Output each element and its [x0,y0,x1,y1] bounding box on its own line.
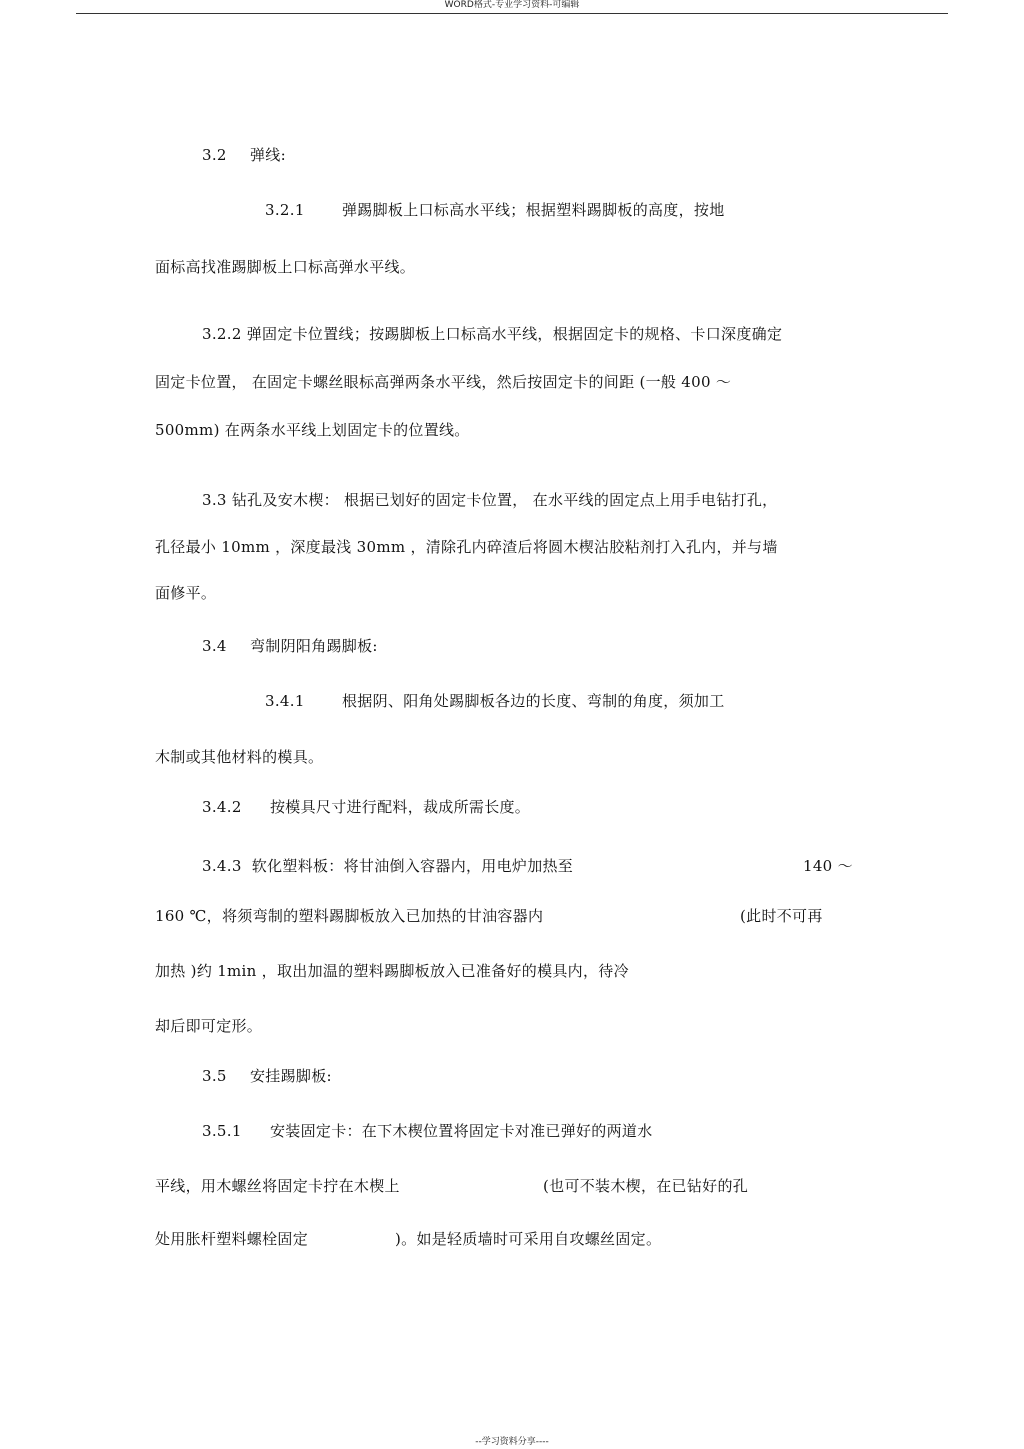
paragraph-line: 孔径最小 10mm ，深度最浅 30mm ，清除孔内碎渣后将圆木楔沾胶粘剂打入孔内，并与墙 [155,538,778,556]
paragraph-line: 160 ℃，将须弯制的塑料踢脚板放入已加热的甘油容器内 [155,907,544,925]
page-header: WORD格式-专业学习资料-可编辑 [444,0,580,10]
section-3-2-1-text: 弹踢脚板上口标高水平线；根据塑料踢脚板的高度，按地 [342,201,725,219]
section-3-4-2-text: 按模具尺寸进行配料，裁成所需长度。 [270,798,531,816]
paragraph-line: 面修平。 [155,584,217,602]
section-3-2-number: 3.2 [202,146,227,164]
paragraph-line-right: (此时不可再 [740,907,823,925]
section-3-5-title: 安挂踢脚板: [250,1067,332,1085]
section-3-5-1-text: 安装固定卡：在下木楔位置将固定卡对准已弹好的两道水 [270,1122,653,1140]
paragraph-line-right: (也可不装木楔，在已钻好的孔 [543,1177,749,1195]
paragraph-line: 平线，用木螺丝将固定卡拧在木楔上 [155,1177,400,1195]
section-3-4-1-text: 根据阴、阳角处踢脚板各边的长度、弯制的角度，须加工 [342,692,725,710]
section-3-4-title: 弯制阴阳角踢脚板: [250,637,378,655]
paragraph-line: 500mm) 在两条水平线上划固定卡的位置线。 [155,421,470,439]
paragraph-line: 处用胀杆塑料螺栓固定 [155,1230,309,1248]
paragraph-line: 木制或其他材料的模具。 [155,748,324,766]
section-3-4-1-number: 3.4.1 [265,692,305,710]
paragraph-line-right: 140 ～ [803,857,853,875]
section-3-2-1-number: 3.2.1 [265,201,305,219]
section-3-4-number: 3.4 [202,637,227,655]
paragraph-line: 固定卡位置， 在固定卡螺丝眼标高弹两条水平线，然后按固定卡的间距 (一般 400 ～ [155,373,732,391]
section-3-2-2-text: 3.2.2 弹固定卡位置线；按踢脚板上口标高水平线，根据固定卡的规格、卡口深度确定 [202,325,783,343]
page-footer: --学习资料分享---- [475,1437,549,1447]
section-3-2-title: 弹线: [250,146,286,164]
section-3-4-2-number: 3.4.2 [202,798,242,816]
paragraph-line: 面标高找准踢脚板上口标高弹水平线。 [155,258,416,276]
section-3-3-text: 3.3 钻孔及安木楔： 根据已划好的固定卡位置， 在水平线的固定点上用手电钻打孔， [202,491,778,509]
section-3-4-3-text: 3.4.3 软化塑料板：将甘油倒入容器内，用电炉加热至 [202,857,574,875]
section-3-5-1-number: 3.5.1 [202,1122,242,1140]
paragraph-line: 加热 )约 1min ，取出加温的塑料踢脚板放入已准备好的模具内，待冷 [155,962,629,980]
header-rule [76,13,948,14]
section-3-5-number: 3.5 [202,1067,227,1085]
paragraph-line-right: )。如是轻质墙时可采用自攻螺丝固定。 [395,1230,662,1248]
paragraph-line: 却后即可定形。 [155,1017,263,1035]
